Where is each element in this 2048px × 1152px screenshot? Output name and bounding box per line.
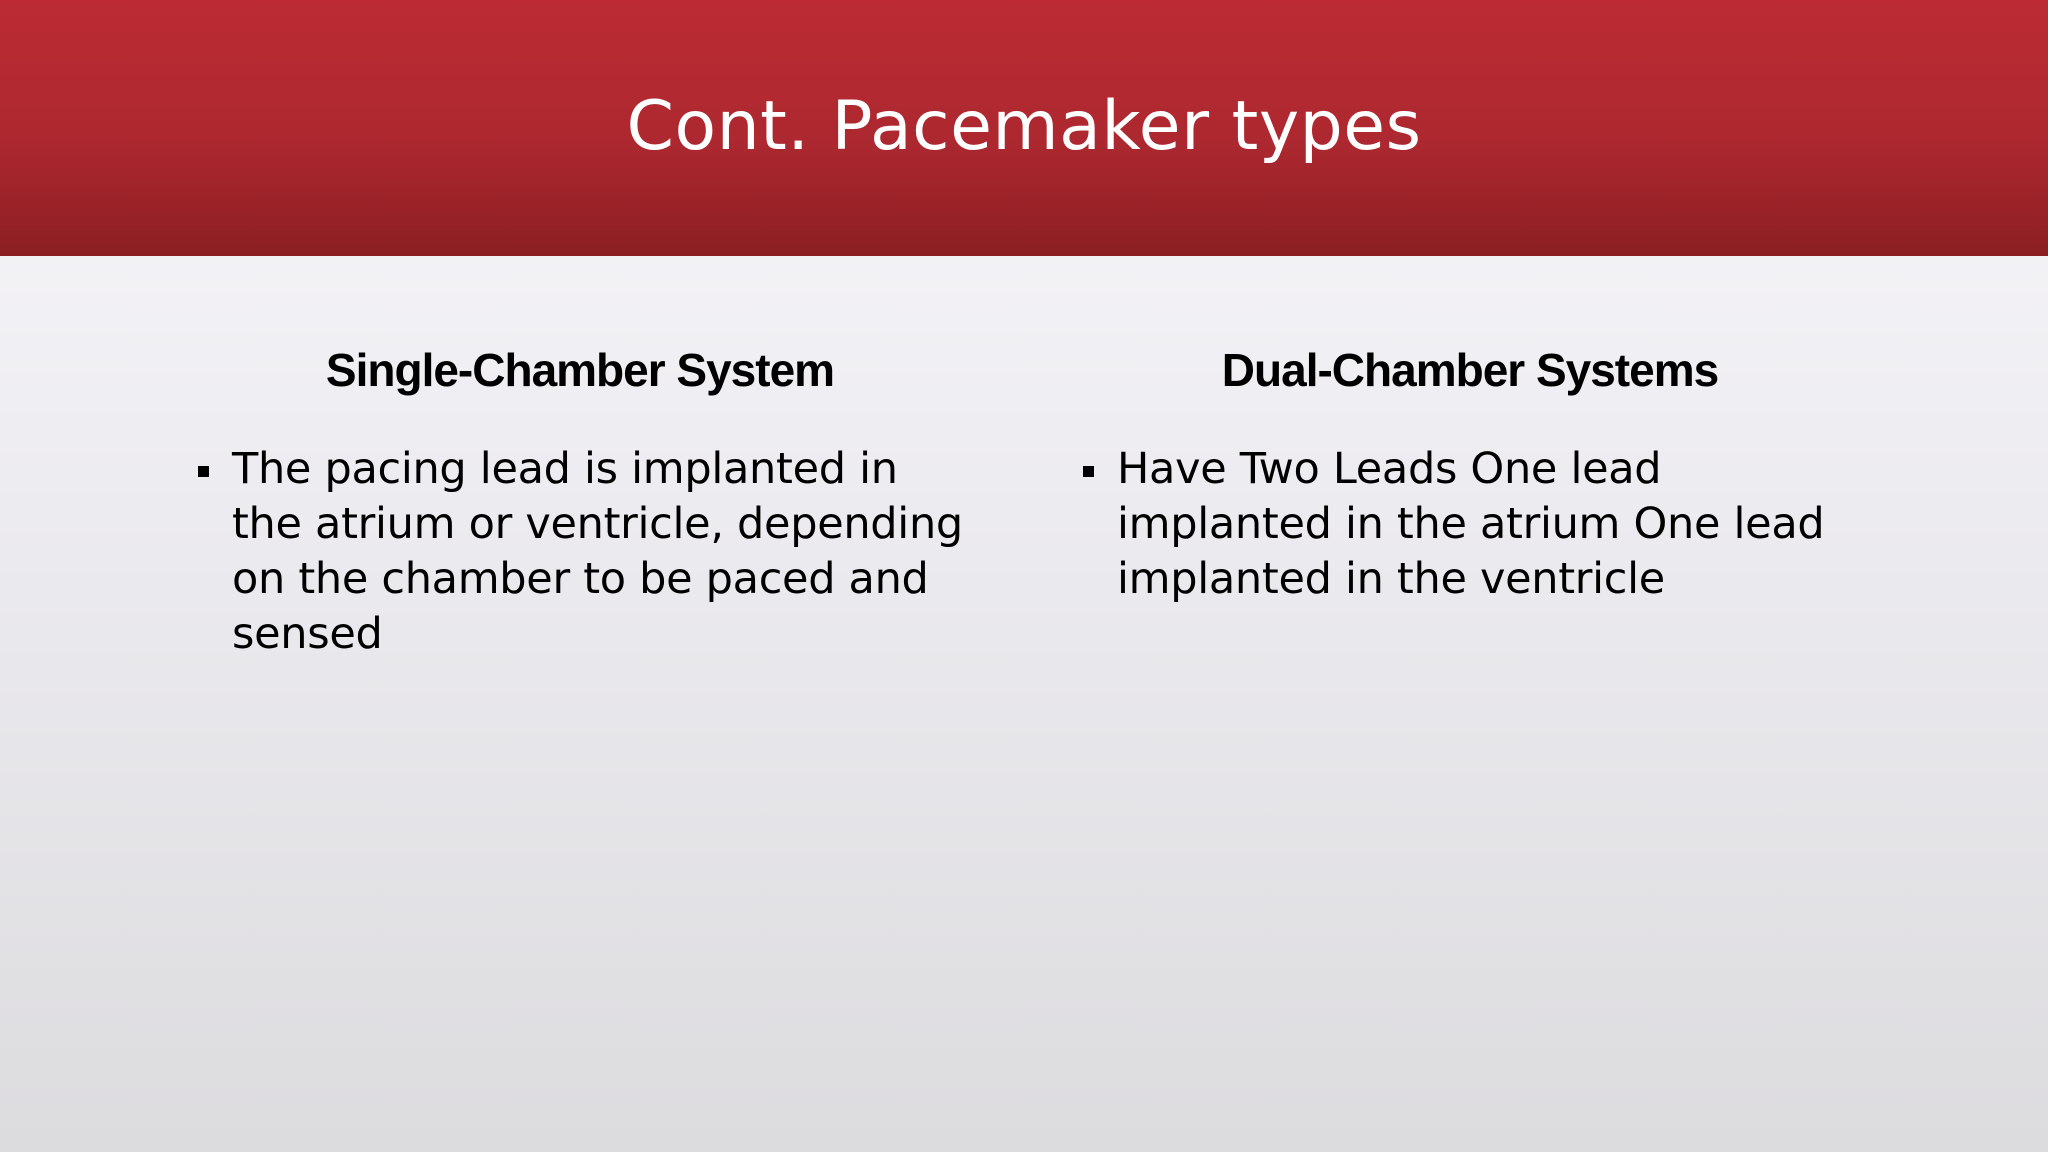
- right-column: [1075, 340, 1885, 607]
- square-bullet-icon: [198, 466, 209, 477]
- bullet-text: The pacing lead is implanted in the atrium or ventricle, depending on the chamber to be paced and sensed: [232, 444, 963, 659]
- left-column-heading: Single-Chamber System: [325, 344, 835, 396]
- square-bullet-icon: [1083, 466, 1094, 477]
- slide-title: Cont. Pacemaker types: [626, 87, 1422, 166]
- left-column: [190, 340, 970, 662]
- list-item: [1075, 442, 1885, 607]
- bullet-text: Have Two Leads One lead implanted in the atrium One lead implanted in the ventricle: [1117, 444, 1825, 604]
- title-banner: [0, 0, 2048, 256]
- right-column-heading: Dual-Chamber Systems: [1221, 344, 1719, 396]
- list-item: [190, 442, 970, 662]
